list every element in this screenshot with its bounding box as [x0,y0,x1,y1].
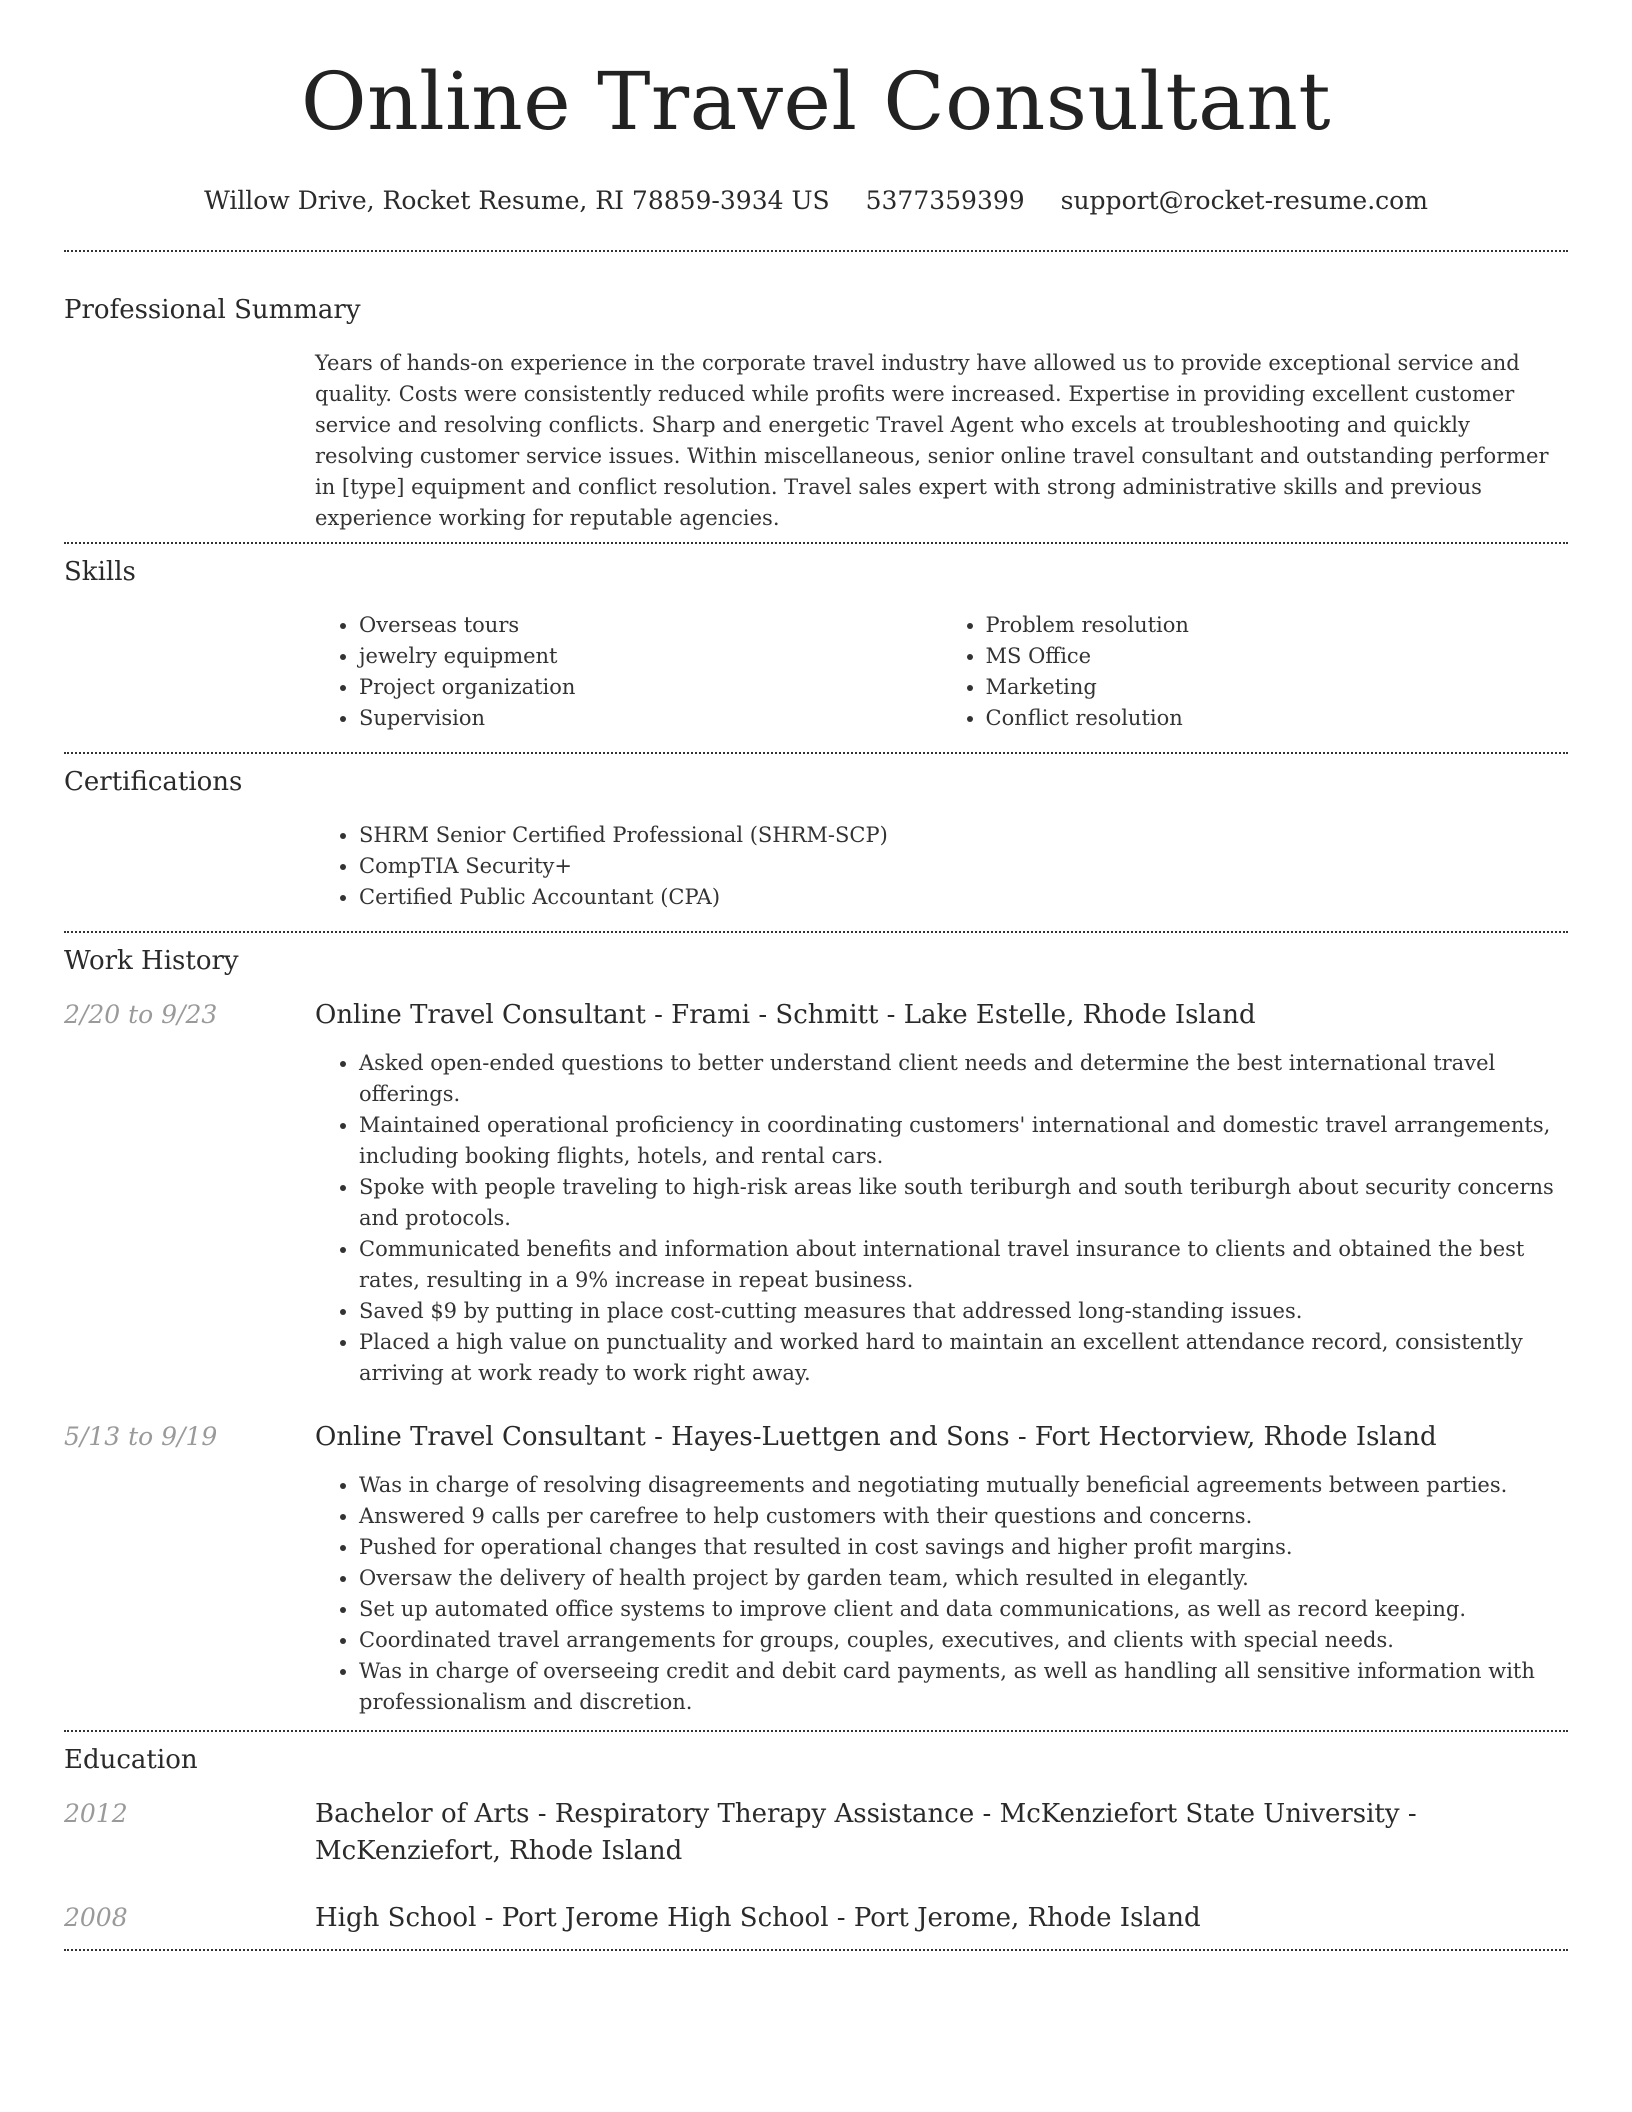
work-entry-bullets [315,1470,1568,1718]
work-bullet: • Coordinated travel arrangements for groups, couples, executives, and clients with special needs. [359,1625,1568,1656]
work-entry-bullets-wrap [64,1470,1568,1718]
section-divider [64,542,1568,544]
certifications-list-wrap [64,820,1568,913]
resume-name: Online Travel Consultant [300,55,1331,148]
work-entry [64,1419,1568,1718]
education-year: 2012 [64,1799,128,1828]
contact-phone: 5377359399 [865,186,1025,215]
skill-item: • MS Office [986,641,1569,672]
certification-item: • CompTIA Security+ [359,851,1568,882]
work-bullet: • Saved $9 by putting in place cost-cutting measures that addressed long-standing issues. [359,1296,1568,1327]
section-divider [64,1730,1568,1732]
work-entry-title: Online Travel Consultant - Frami - Schmitt - Lake Estelle, Rhode Island [315,1000,1256,1030]
work-entry-bullets [315,1048,1568,1389]
work-entry-dates: 2/20 to 9/23 [64,1000,218,1029]
skill-item: • Problem resolution [986,610,1569,641]
work-entry [64,997,1568,1389]
work-section [64,945,1568,1718]
education-heading: Education [64,1745,198,1775]
certifications-heading: Certifications [64,767,243,797]
work-bullet: • Spoke with people traveling to high-risk areas like south teriburgh and south teriburgh about security concerns and protocols. [359,1172,1568,1234]
skills-columns [64,610,1568,734]
work-entry-dates: 5/13 to 9/19 [64,1422,218,1451]
skills-list-right [942,610,1569,734]
work-bullet: • Communicated benefits and information about international travel insurance to clients and obtained the best rates, resulting in a 9% increase in repeat business. [359,1234,1568,1296]
contact-address: Willow Drive, Rocket Resume, RI 78859-3934 US [204,186,830,215]
contact-email: support@rocket-resume.com [1060,186,1428,215]
header-divider [64,250,1568,252]
work-entry-header [64,1419,1568,1456]
work-heading: Work History [64,946,239,976]
education-entry [64,1900,1568,1937]
skill-item: • Supervision [359,703,942,734]
work-bullet: • Set up automated office systems to improve client and data communications, as well as record keeping. [359,1594,1568,1625]
work-entry-bullets-wrap [64,1048,1568,1389]
education-entry [64,1796,1568,1870]
skill-item: • Overseas tours [359,610,942,641]
education-section [64,1744,1568,1937]
work-bullet: • Was in charge of resolving disagreements and negotiating mutually beneficial agreements between parties. [359,1470,1568,1501]
skill-item: • Marketing [986,672,1569,703]
skill-item: • Conflict resolution [986,703,1569,734]
work-bullet: • Asked open-ended questions to better understand client needs and determine the best international travel offerings. [359,1048,1568,1110]
summary-section [64,294,1568,534]
work-bullet: • Placed a high value on punctuality and worked hard to maintain an excellent attendance record, consistently arriving at work ready to work right away. [359,1327,1568,1389]
education-text: Bachelor of Arts - Respiratory Therapy Assistance - McKenziefort State University - McKenziefort, Rhode Island [315,1799,1417,1866]
skill-item: • Project organization [359,672,942,703]
certifications-section [64,766,1568,913]
work-entry-title: Online Travel Consultant - Hayes-Luettgen and Sons - Fort Hectorview, Rhode Island [315,1422,1437,1452]
work-entry-header [64,997,1568,1034]
skills-list-left [315,610,942,734]
certifications-list [315,820,1568,913]
skill-item: • jewelry equipment [359,641,942,672]
skills-section [64,556,1568,734]
section-divider [64,931,1568,933]
work-bullet: • Oversaw the delivery of health project by garden team, which resulted in elegantly. [359,1563,1568,1594]
certification-item: • Certified Public Accountant (CPA) [359,882,1568,913]
summary-text: Years of hands-on experience in the corporate travel industry have allowed us to provide exceptional service and quality. Costs were consistently reduced while profits were increased. Expertise in providing excellent customer service and resolving conflicts. Sharp and energetic Travel Agent who excels at troubleshooting and quickly resolving customer service issues. Within miscellaneous, senior online travel consultant and outstanding performer in [type] equipment and conflict resolution. Travel sales expert with strong administrative skills and previous experience working for reputable agencies. [315,351,1549,530]
education-text: High School - Port Jerome High School - Port Jerome, Rhode Island [315,1903,1201,1933]
footer-divider [64,1949,1568,1951]
work-bullet: • Pushed for operational changes that resulted in cost savings and higher profit margins. [359,1532,1568,1563]
work-bullet: • Answered 9 calls per carefree to help customers with their questions and concerns. [359,1501,1568,1532]
work-bullet: • Maintained operational proficiency in coordinating customers' international and domestic travel arrangements, including booking flights, hotels, and rental cars. [359,1110,1568,1172]
summary-heading: Professional Summary [64,295,361,325]
education-year: 2008 [64,1903,128,1932]
skills-heading: Skills [64,557,136,587]
section-divider [64,752,1568,754]
work-bullet: • Was in charge of overseeing credit and debit card payments, as well as handling all sensitive information with professionalism and discretion. [359,1656,1568,1718]
contact-line [64,186,1568,216]
certification-item: • SHRM Senior Certified Professional (SHRM-SCP) [359,820,1568,851]
